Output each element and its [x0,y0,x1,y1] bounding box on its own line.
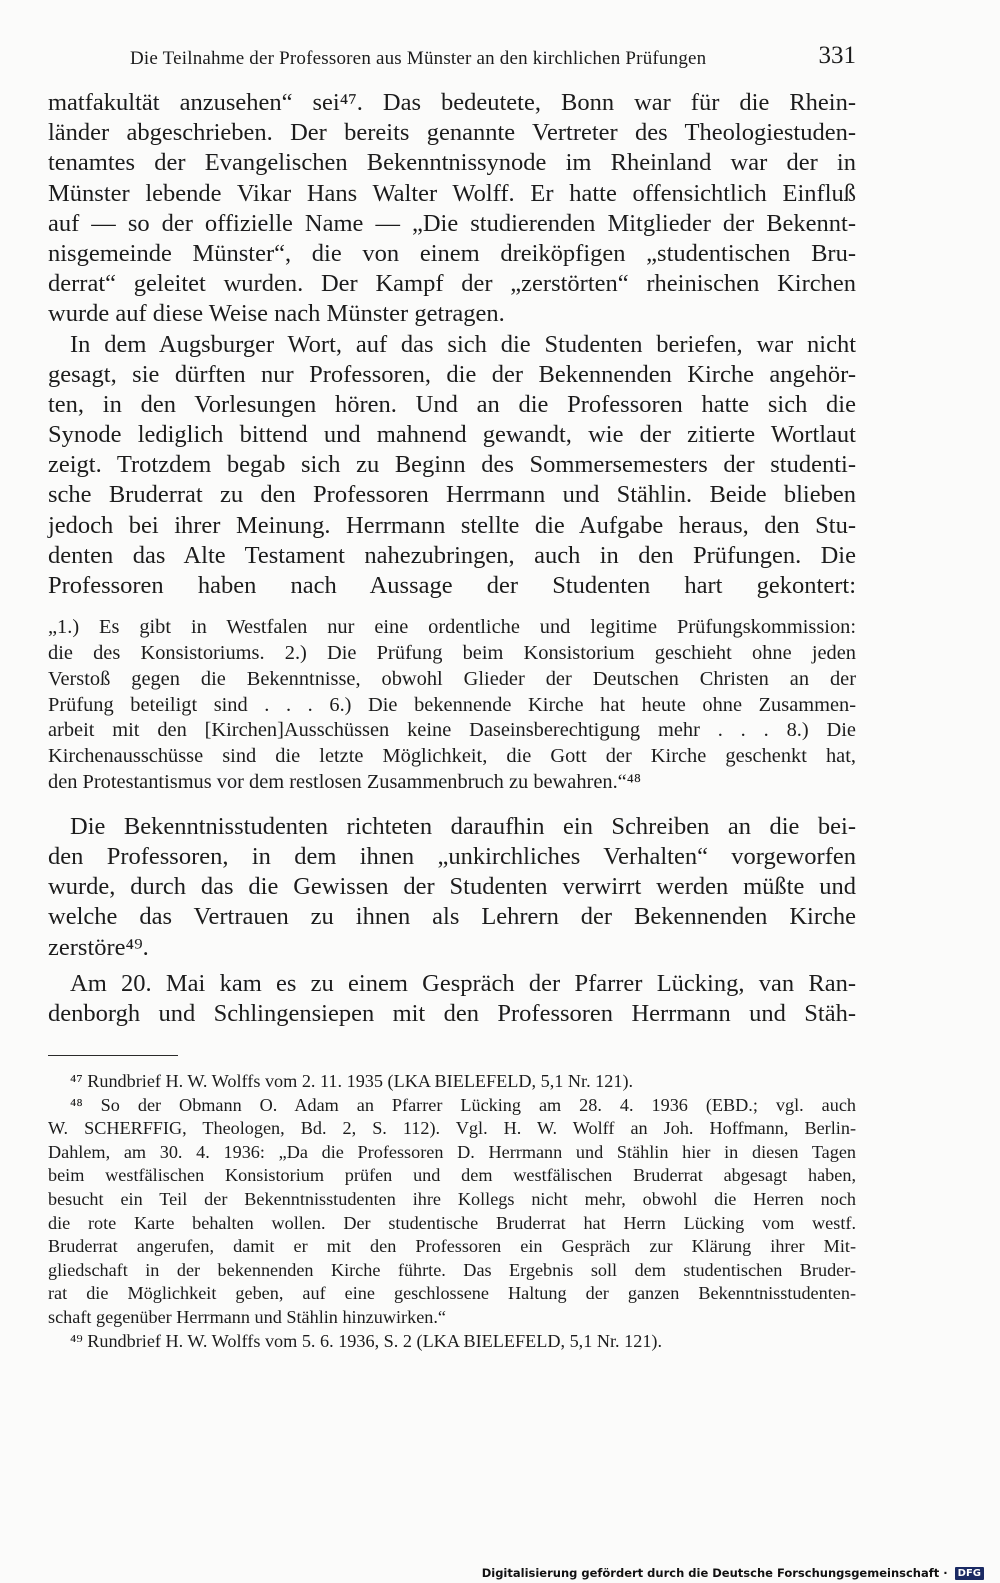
text-line: Am 20. Mai kam es zu einem Gespräch der Pfarrer Lücking, van Ran- [70,969,856,997]
text-line: zerstöre⁴⁹. [48,933,149,961]
text-line: wurde auf diese Weise nach Münster getragen. [48,300,505,328]
quote-line: arbeit mit den [Kirchen]Ausschüssen keine Daseinsberechtigung mehr . . . 8.) Die [48,719,856,742]
text-line: Münster lebende Vikar Hans Walter Wolff. Er hatte offensichtlich Einfluß [48,179,856,207]
footnote-48 [48,1094,856,1330]
footnote-line: die rote Karte behalten wollen. Der studentische Bruderrat hat Herrn Lücking vom westf. [48,1212,856,1233]
text-line: jedoch bei ihrer Meinung. Herrmann stellte die Aufgabe heraus, den Stu- [48,511,856,539]
paragraph-3 [48,812,856,963]
text-line: Die Bekenntnisstudenten richteten daraufhin ein Schreiben an die bei- [70,812,856,840]
footnote-line: Dahlem, am 30. 4. 1936: „Da die Professoren D. Herrmann und Stählin hier in diesen Tagen [48,1141,856,1162]
quote-line: „1.) Es gibt in Westfalen nur eine ordentliche und legitime Prüfungskommission: [48,616,856,639]
footnotes [48,1070,856,1353]
block-quote [48,615,856,796]
footnote-line: gliedschaft in der bekennenden Kirche führte. Das Ergebnis soll dem studentischen Bruder- [48,1259,856,1280]
paragraph-2 [48,330,856,602]
footnote-line: besucht ein Teil der Bekenntnisstudenten ihre Kollegs nicht mehr, obwohl die Herren noch [48,1188,856,1209]
text-line: denborgh und Schlingensiepen mit den Professoren Herrmann und Stäh- [48,999,856,1027]
footnote-divider [48,1055,178,1056]
footnote-line: schaft gegenüber Herrmann und Stählin hinzuwirken.“ [48,1306,446,1327]
quote-line: den Protestantismus vor dem restlosen Zusammenbruch zu bewahren.“⁴⁸ [48,770,641,793]
text-line: den Professoren, in dem ihnen „unkirchliches Verhalten“ vorgeworfen [48,842,856,870]
footnote-49 [48,1330,856,1354]
text-line: matfakultät anzusehen“ sei⁴⁷. Das bedeutete, Bonn war für die Rhein- [48,89,856,116]
text-line: länder abgeschrieben. Der bereits genannte Vertreter des Theologiestuden- [48,119,856,147]
text-line: auf — so der offizielle Name — „Die studierenden Mitglieder der Bekennt- [48,209,856,237]
footnote-line: ⁴⁸ So der Obmann O. Adam an Pfarrer Lücking am 28. 4. 1936 (EBD.; vgl. auch [70,1094,856,1115]
text-line: wurde, durch das die Gewissen der Studenten verwirrt werden müßte und [48,873,856,901]
text-line: denten das Alte Testament nahezubringen, auch in den Prüfungen. Die [48,541,856,569]
running-header [48,40,856,80]
text-line: sche Bruderrat zu den Professoren Herrmann und Stählin. Beide blieben [48,481,856,509]
footnote-line: rat die Möglichkeit geben, auf eine geschlossene Haltung der ganzen Bekenntnisstudenten- [48,1283,856,1304]
text-line: tenamtes der Evangelischen Bekenntnissynode im Rheinland war der in [48,149,856,177]
quote-line: Verstoß gegen die Bekenntnisse, obwohl Glieder der Deutschen Christen an der [48,667,856,690]
text-line: ten, in den Vorlesungen hören. Und an die Professoren hatte sich die [48,390,856,418]
running-title: Die Teilnahme der Professoren aus Münster an den kirchlichen Prüfungen [130,48,707,69]
footnote-line: ⁴⁷ Rundbrief H. W. Wolffs vom 2. 11. 1935 (LKA BIELEFELD, 5,1 Nr. 121). [70,1071,634,1091]
quote-line: Prüfung beteiligt sind . . . 6.) Die bekennende Kirche hat heute ohne Zusammen- [48,693,856,716]
text-line: derrat“ geleitet wurden. Der Kampf der „zerstörten“ rheinischen Kirchen [48,270,856,298]
text-line: zeigt. Trotzdem begab sich zu Beginn des Sommersemesters der studenti- [48,451,856,479]
text-line: Professoren haben nach Aussage der Studenten hart gekontert: [48,572,856,599]
text-line: gesagt, sie dürften nur Professoren, die der Bekennenden Kirche angehör- [48,360,856,388]
quote-line: die des Konsistoriums. 2.) Die Prüfung beim Konsistorium geschieht ohne jeden [48,641,856,664]
credit-text: Digitalisierung gefördert durch die Deutsche Forschungsgemeinschaft · [481,1566,948,1580]
page-number: 331 [818,42,856,69]
footnote-line: Bruderrat angerufen, damit er mit den Professoren ein Gespräch zur Klärung ihrer Mit- [48,1236,856,1257]
quote-line: Kirchenausschüsse sind die letzte Möglichkeit, die Gott der Kirche geschenkt hat, [48,745,856,768]
text-line: In dem Augsburger Wort, auf das sich die Studenten beriefen, war nicht [70,330,856,358]
text-line: welche das Vertrauen zu ihnen als Lehrern der Bekennenden Kirche [48,903,856,931]
paragraph-1 [48,88,856,330]
footnote-line: beim westfälischen Konsistorium prüfen und dem westfälischen Bruderrat abgesagt haben, [48,1165,856,1186]
text-line: Synode lediglich bittend und mahnend gewandt, wie der zitierte Wortlaut [48,421,856,449]
footnote-line: W. SCHERFFIG, Theologen, Bd. 2, S. 112). Vgl. H. W. Wolff an Joh. Hoffmann, Berlin- [48,1118,856,1139]
footnote-line: ⁴⁹ Rundbrief H. W. Wolffs vom 5. 6. 1936, S. 2 (LKA BIELEFELD, 5,1 Nr. 121). [70,1330,663,1351]
digitization-credit [482,1566,984,1580]
main-text [48,88,856,1029]
text-line: nisgemeinde Münster“, die von einem dreiköpfigen „studentischen Bru- [48,239,856,267]
paragraph-4 [48,969,856,1029]
dfg-logo-icon: DFG [955,1567,984,1580]
footnote-47 [48,1070,856,1094]
